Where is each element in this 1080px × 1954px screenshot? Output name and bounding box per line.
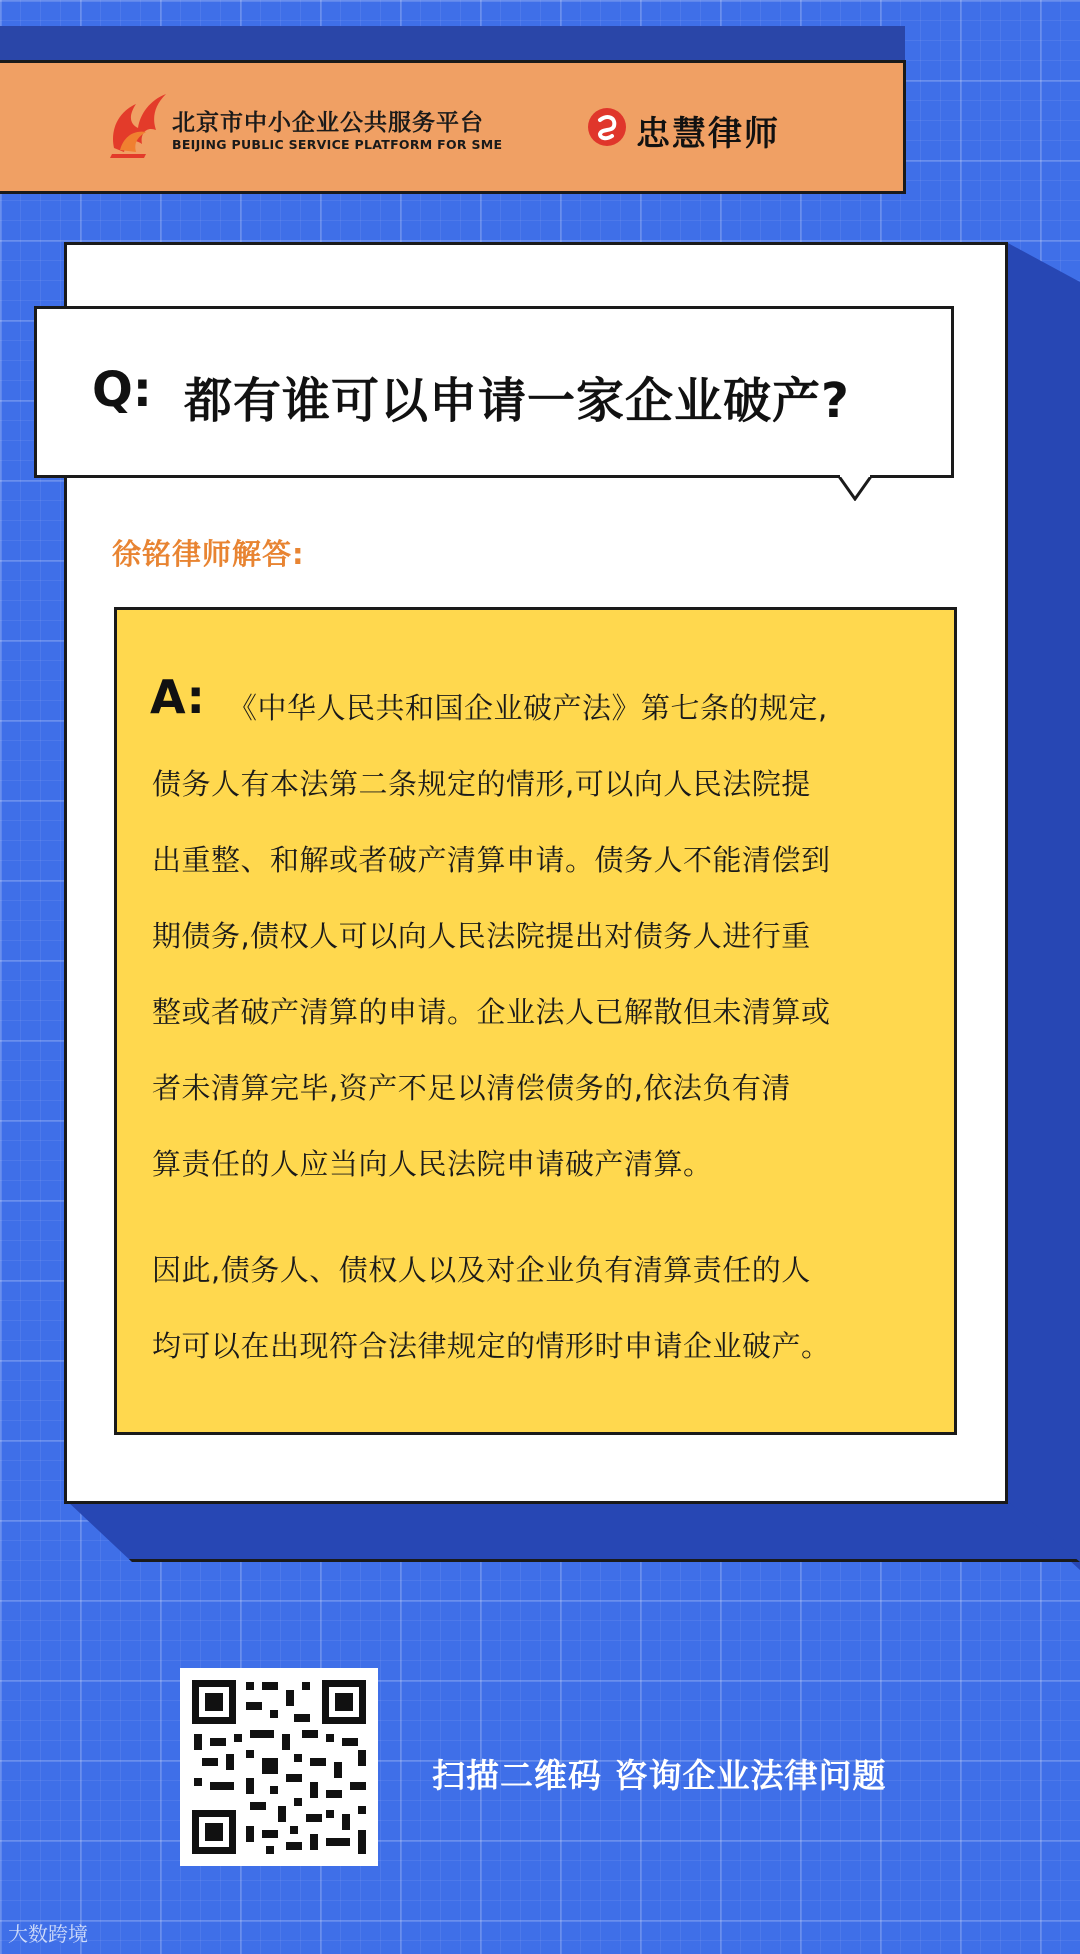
scan-cta-text: 扫描二维码 咨询企业法律问题 [432, 1756, 887, 1795]
banner-shadow [0, 26, 905, 62]
answer-line: 均可以在出现符合法律规定的情形时申请企业破产。 [152, 1329, 831, 1363]
answerer-label: 徐铭律师解答: [112, 537, 305, 571]
brand-logo-icon [588, 108, 626, 146]
answer-line: 期债务,债权人可以向人民法院提出对债务人进行重 [152, 919, 811, 953]
bubble-tail [836, 475, 874, 501]
answer-prefix: A: [150, 670, 205, 724]
answer-line: 整或者破产清算的申请。企业法人已解散但未清算或 [152, 995, 831, 1029]
answer-line: 算责任的人应当向人民法院申请破产清算。 [152, 1147, 713, 1181]
question-text: 都有谁可以申请一家企业破产? [184, 373, 850, 429]
phoenix-logo-icon [106, 90, 168, 160]
card-bottom-face [66, 1500, 1080, 1562]
answer-line: 出重整、和解或者破产清算申请。债务人不能清偿到 [152, 843, 831, 877]
question-prefix: Q: [92, 362, 152, 418]
answer-line: 者未清算完毕,资产不足以清偿债务的,依法负有清 [152, 1071, 791, 1105]
org-name-cn: 北京市中小企业公共服务平台 [172, 110, 484, 136]
card-side-face [1006, 242, 1080, 1570]
watermark: 大数跨境 [8, 1922, 88, 1946]
qr-code-icon[interactable] [180, 1668, 378, 1866]
answer-line: 债务人有本法第二条规定的情形,可以向人民法院提 [152, 767, 811, 801]
answer-line: 《中华人民共和国企业破产法》第七条的规定, [228, 691, 828, 725]
org-name-en: BEIJING PUBLIC SERVICE PLATFORM FOR SME [172, 137, 503, 152]
brand-name: 忠慧律师 [636, 114, 780, 154]
answer-line: 因此,债务人、债权人以及对企业负有清算责任的人 [152, 1253, 811, 1287]
